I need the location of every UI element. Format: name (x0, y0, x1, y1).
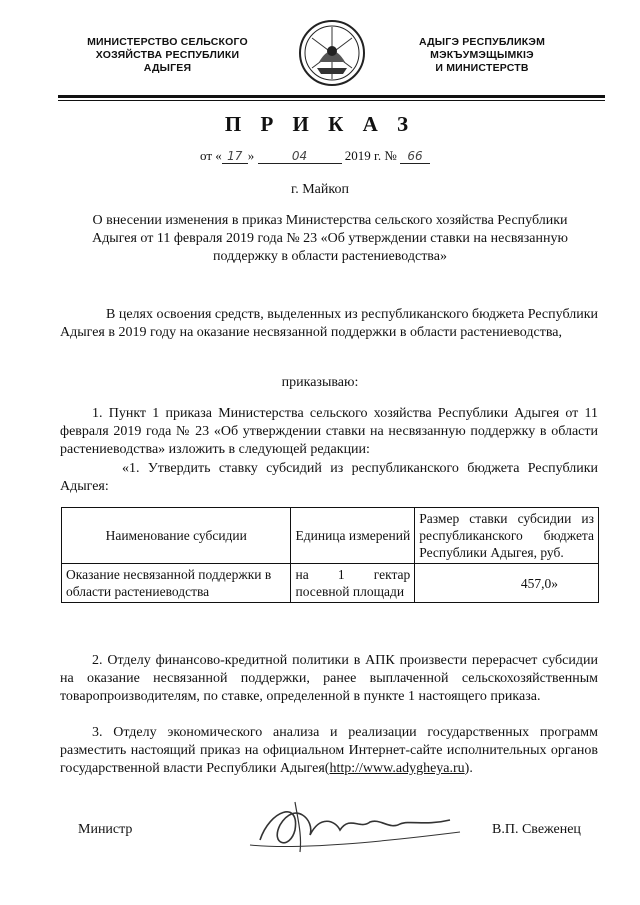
official-site-link[interactable]: http://www.adygheya.ru (329, 761, 465, 776)
ministry-name-ru-line: МИНИСТЕРСТВО СЕЛЬСКОГО (87, 36, 248, 48)
ministry-name-ady-line: АДЫГЭ РЕСПУБЛИКЭМ (418, 36, 546, 48)
ministry-name-ru-line: ХОЗЯЙСТВА РЕСПУБЛИКИ (95, 49, 240, 61)
paragraph-2: 2. Отделу финансово-кредитной политики в АПК произвести перерасчет субсидии на оказание несвязанной поддержки, ранее выплаченной сельскохозяйственным товаропроизводителям, по ставке, определенной в пункте 1 настоящего приказа. (60, 653, 598, 704)
order-number: 66 (400, 150, 430, 164)
ministry-name-ady-line: И МИНИСТЕРСТВ (435, 62, 529, 74)
ministry-name-ady (382, 36, 582, 75)
handwritten-signature (240, 790, 470, 860)
document-title: П Р И К А З (224, 112, 416, 136)
paragraph-3-text: 3. Отделу экономического анализа и реализации государственных программ разместить настоящий приказ на официальном Интернет-сайте исполнительных органов государственной власти Республики Адыгея( (60, 725, 598, 776)
subsidy-table (61, 507, 599, 603)
table-cell: Оказание несвязанной поддержки в области растениеводства (62, 564, 291, 603)
intro-paragraph: В целях освоения средств, выделенных из республиканского бюджета Республики Адыгея в 2019 году на оказание несвязанной поддержки в области растениеводства, (60, 307, 598, 340)
paragraph-3-tail: ). (464, 761, 473, 776)
order-number-prefix: № (384, 148, 397, 163)
signatory-name: В.П. Свеженец (492, 822, 581, 837)
date-prefix: от « (200, 148, 222, 163)
table-row (62, 564, 599, 603)
header-rule-thin (58, 100, 605, 101)
date-year: 2019 г. (344, 148, 382, 163)
table-cell: 457,0» (415, 564, 599, 603)
table-header-cell: Наименование субсидии (62, 508, 291, 564)
ministry-name-ady-line: МЭКЪУМЭЩЫМКIЭ (430, 49, 534, 61)
date-mid: » (247, 148, 255, 163)
date-day: 17 (222, 150, 248, 164)
coat-of-arms-icon (297, 18, 367, 88)
table-header-cell: Размер ставки субсидии из республиканского бюджета Республики Адыгея, руб. (415, 508, 599, 564)
table-cell: на 1 гектар посевной площади (291, 564, 415, 603)
ministry-name-ru-line: АДЫГЕЯ (143, 62, 192, 74)
order-word: приказываю: (281, 375, 359, 390)
signatory-position: Министр (78, 822, 133, 837)
ministry-name-ru (60, 36, 275, 75)
order-subject: О внесении изменения в приказ Министерства сельского хозяйства Республики Адыгея от 11 февраля 2019 года № 23 «Об утверждении ставки на несвязанную поддержку в области растениеводства» (92, 213, 568, 264)
order-date-line (200, 148, 430, 164)
table-header-row (62, 508, 599, 564)
paragraph-1: 1. Пункт 1 приказа Министерства сельского хозяйства Республики Адыгея от 11 февраля 2019 года № 23 «Об утверждении ставки на несвязанную поддержку в области растениеводства» изложить в следующей редакции: (60, 406, 598, 457)
header-rule-thick (58, 95, 605, 98)
table-header-cell: Единица измерений (291, 508, 415, 564)
paragraph-3 (60, 724, 598, 778)
paragraph-1-new-text: «1. Утвердить ставку субсидий из республиканского бюджета Республики Адыгея: (60, 461, 598, 494)
date-month: 04 (258, 150, 342, 164)
city: г. Майкоп (291, 182, 349, 197)
